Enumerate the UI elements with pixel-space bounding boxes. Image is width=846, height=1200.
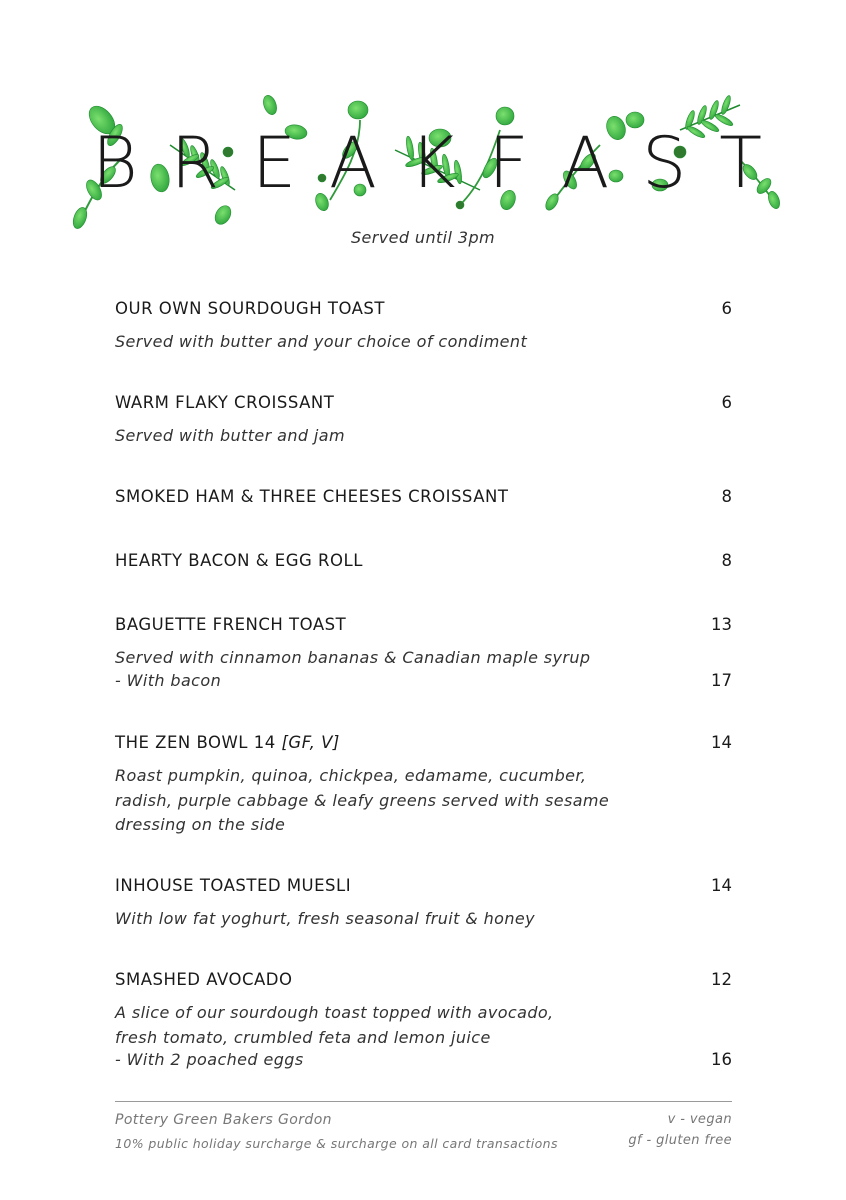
serving-hours: Served until 3pm <box>351 228 495 247</box>
item-price: 12 <box>711 970 732 989</box>
item-name <box>115 733 340 752</box>
description-line: dressing on the side <box>115 815 286 834</box>
item-name: INHOUSE TOASTED MUESLI <box>115 876 352 895</box>
menu-item-muesli <box>115 876 732 932</box>
item-price: 6 <box>721 393 732 412</box>
item-addon <box>115 1050 732 1074</box>
title-letter: A <box>329 122 377 204</box>
title-letter: B <box>92 122 138 204</box>
menu-item-bacon-egg-roll <box>115 551 732 575</box>
description-line: radish, purple cabbage & leafy greens served with sesame <box>115 790 610 810</box>
title-letter: T <box>719 122 762 204</box>
menu-item-sourdough-toast <box>115 299 732 355</box>
addon-text: - With bacon <box>115 670 222 690</box>
item-description: Served with cinnamon bananas & Canadian maple syrup <box>115 648 591 667</box>
dietary-tag: [GF, V] <box>281 733 340 752</box>
item-description: With low fat yoghurt, fresh seasonal fruit & honey <box>115 909 535 928</box>
menu-item-smashed-avocado <box>115 970 732 1074</box>
title-letter: K <box>409 122 456 204</box>
menu-item-ham-cheese-croissant <box>115 487 732 511</box>
item-price: 14 <box>711 733 732 752</box>
item-addon <box>115 671 732 695</box>
item-description <box>115 1001 732 1050</box>
item-description <box>115 764 732 838</box>
addon-price: 17 <box>711 670 732 690</box>
item-name-text: THE ZEN BOWL 14 <box>115 733 276 752</box>
title-letter: A <box>561 122 610 204</box>
legend-gluten-free: gf - gluten free <box>628 1133 732 1148</box>
surcharge-note: 10% public holiday surcharge & surcharge on all card transactions <box>115 1136 558 1151</box>
title-letter: E <box>252 122 297 204</box>
dietary-legend <box>628 1112 732 1148</box>
item-price: 6 <box>721 299 732 318</box>
menu-item-french-toast <box>115 615 732 695</box>
item-price: 8 <box>721 487 732 506</box>
addon-price: 16 <box>711 1050 732 1069</box>
legend-vegan: v - vegan <box>667 1112 732 1127</box>
title-letter: R <box>170 122 220 204</box>
footer-info <box>115 1112 558 1151</box>
item-price: 8 <box>721 551 732 570</box>
item-price: 14 <box>711 876 732 895</box>
menu-item-croissant <box>115 393 732 449</box>
venue-name: Pottery Green Bakers Gordon <box>115 1112 332 1128</box>
description-line: Roast pumpkin, quinoa, chickpea, edamame, cucumber, <box>115 766 587 785</box>
item-name: SMASHED AVOCADO <box>115 970 293 989</box>
item-name: WARM FLAKY CROISSANT <box>115 393 335 412</box>
item-price: 13 <box>711 615 732 634</box>
item-name: HEARTY BACON & EGG ROLL <box>115 551 363 570</box>
item-name: OUR OWN SOURDOUGH TOAST <box>115 299 385 318</box>
item-description: Served with butter and jam <box>115 426 345 445</box>
footer-divider <box>115 1101 732 1102</box>
addon-text: - With 2 poached eggs <box>115 1050 304 1069</box>
item-name: SMOKED HAM & THREE CHEESES CROISSANT <box>115 487 509 506</box>
item-description: Served with butter and your choice of condiment <box>115 332 528 351</box>
description-line: fresh tomato, crumbled feta and lemon juice <box>115 1027 491 1047</box>
title-letter: S <box>642 122 687 204</box>
title-letter: F <box>488 122 529 204</box>
menu-item-zen-bowl <box>115 733 732 838</box>
item-name: BAGUETTE FRENCH TOAST <box>115 615 347 634</box>
page-title <box>92 118 762 208</box>
description-line: A slice of our sourdough toast topped with avocado, <box>115 1003 554 1022</box>
